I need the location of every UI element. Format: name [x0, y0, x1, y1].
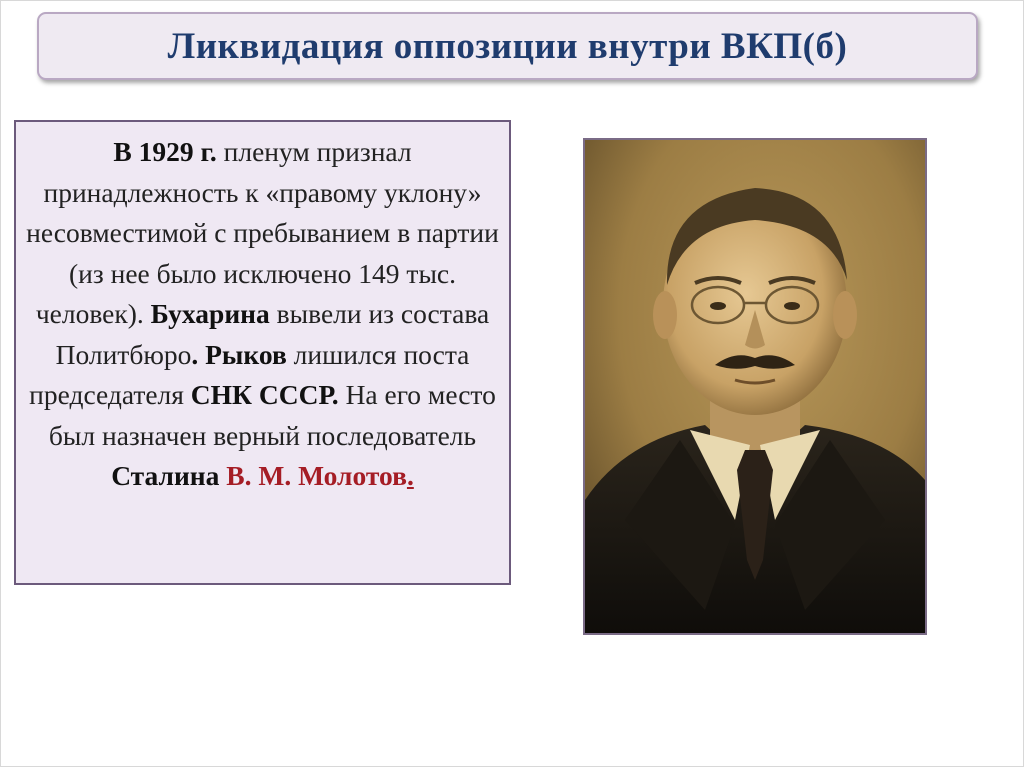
- body-text-1: пленум признал принадлежность к «правому уклону» несовместимой с пребыванием в партии (из нее было исключено 149 тыс. человек).: [26, 136, 499, 329]
- portrait-image: [585, 140, 925, 633]
- molotov-text: В. М. Молотов: [219, 460, 407, 491]
- body-text-2: вывели из состава Политбюро: [55, 298, 490, 370]
- final-dot: .: [406, 460, 414, 491]
- stalin-text: Сталина: [111, 460, 220, 491]
- body-text-3: лишился поста председателя: [29, 338, 470, 410]
- period-text: .: [191, 338, 199, 370]
- slide-title: Ликвидация оппозиции внутри ВКП(б): [167, 25, 848, 67]
- year-text: В 1929 г.: [113, 136, 217, 167]
- title-banner: [37, 12, 978, 80]
- body-text-4: На его место был назначен верный последователь: [48, 379, 496, 451]
- bukharin-text: Бухарина: [150, 298, 270, 329]
- snk-text: СНК СССР.: [190, 379, 339, 410]
- text-box: [14, 120, 511, 585]
- rykov-text: Рыков: [198, 338, 287, 370]
- portrait-photo: [583, 138, 927, 635]
